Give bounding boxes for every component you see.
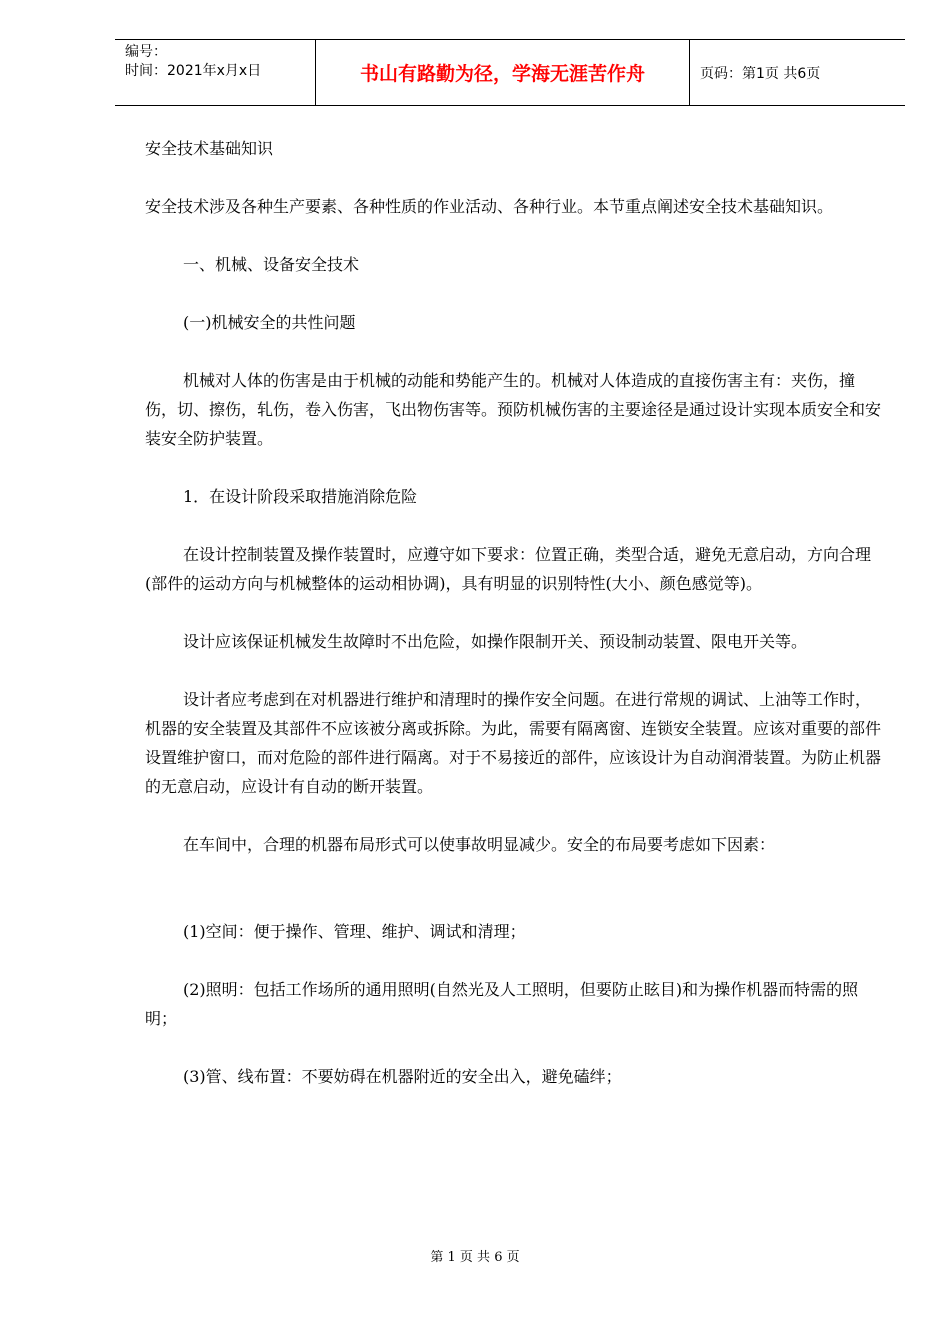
paragraph: 在车间中，合理的机器布局形式可以使事故明显减少。安全的布局要考虑如下因素： — [183, 835, 776, 854]
page-header — [115, 39, 905, 106]
list-item: (3)管、线布置：不要妨碍在机器附近的安全出入，避免磕绊； — [183, 1067, 622, 1086]
header-meta — [125, 43, 261, 81]
intro-paragraph: 安全技术涉及各种生产要素、各种性质的作业活动、各种行业。本节重点阐述安全技术基础知识。 — [145, 197, 834, 216]
paragraph: 设计应该保证机械发生故障时不出危险，如操作限制开关、预设制动装置、限电开关等。 — [183, 632, 808, 651]
list-item: (2)照明：包括工作场所的通用照明(自然光及人工照明，但要防止眩目)和为操作机器而特需的照明； — [145, 980, 859, 1028]
item-heading: 1．在设计阶段采取措施消除危险 — [183, 487, 418, 506]
subsection-heading: (一)机械安全的共性问题 — [183, 313, 356, 332]
header-page-info: 页码：第1页 共6页 — [700, 65, 821, 82]
document-body — [145, 134, 885, 1091]
header-motto: 书山有路勤为径，学海无涯苦作舟 — [359, 63, 645, 85]
number-label: 编号： — [125, 44, 167, 60]
header-divider — [689, 40, 690, 105]
section-heading: 一、机械、设备安全技术 — [183, 255, 360, 274]
document-title: 安全技术基础知识 — [145, 139, 274, 158]
paragraph: 设计者应考虑到在对机器进行维护和清理时的操作安全问题。在进行常规的调试、上油等工作时，机器的安全装置及其部件不应该被分离或拆除。为此，需要有隔离窗、连锁安全装置。应该对重要的部件设置维护窗口，而对危险的部件进行隔离。对于不易接近的部件，应该设计为自动润滑装置。为防止机器的无意启动，应设计有自动的断开装置。 — [145, 690, 882, 796]
page-footer: 第 1 页 共 6 页 — [430, 1250, 520, 1265]
paragraph: 在设计控制装置及操作装置时，应遵守如下要求：位置正确，类型合适，避免无意启动，方向合理(部件的运动方向与机械整体的运动相协调)，具有明显的识别特性(大小、颜色感觉等)。 — [145, 545, 872, 593]
paragraph: 机械对人体的伤害是由于机械的动能和势能产生的。机械对人体造成的直接伤害主有：夹伤，撞伤，切、擦伤，轧伤，卷入伤害，飞出物伤害等。预防机械伤害的主要途径是通过设计实现本质安全和安装安全防护装置。 — [145, 371, 882, 448]
time-label: 时间：2021年x月x日 — [125, 63, 262, 79]
list-item: (1)空间：便于操作、管理、维护、调试和清理； — [183, 922, 526, 941]
